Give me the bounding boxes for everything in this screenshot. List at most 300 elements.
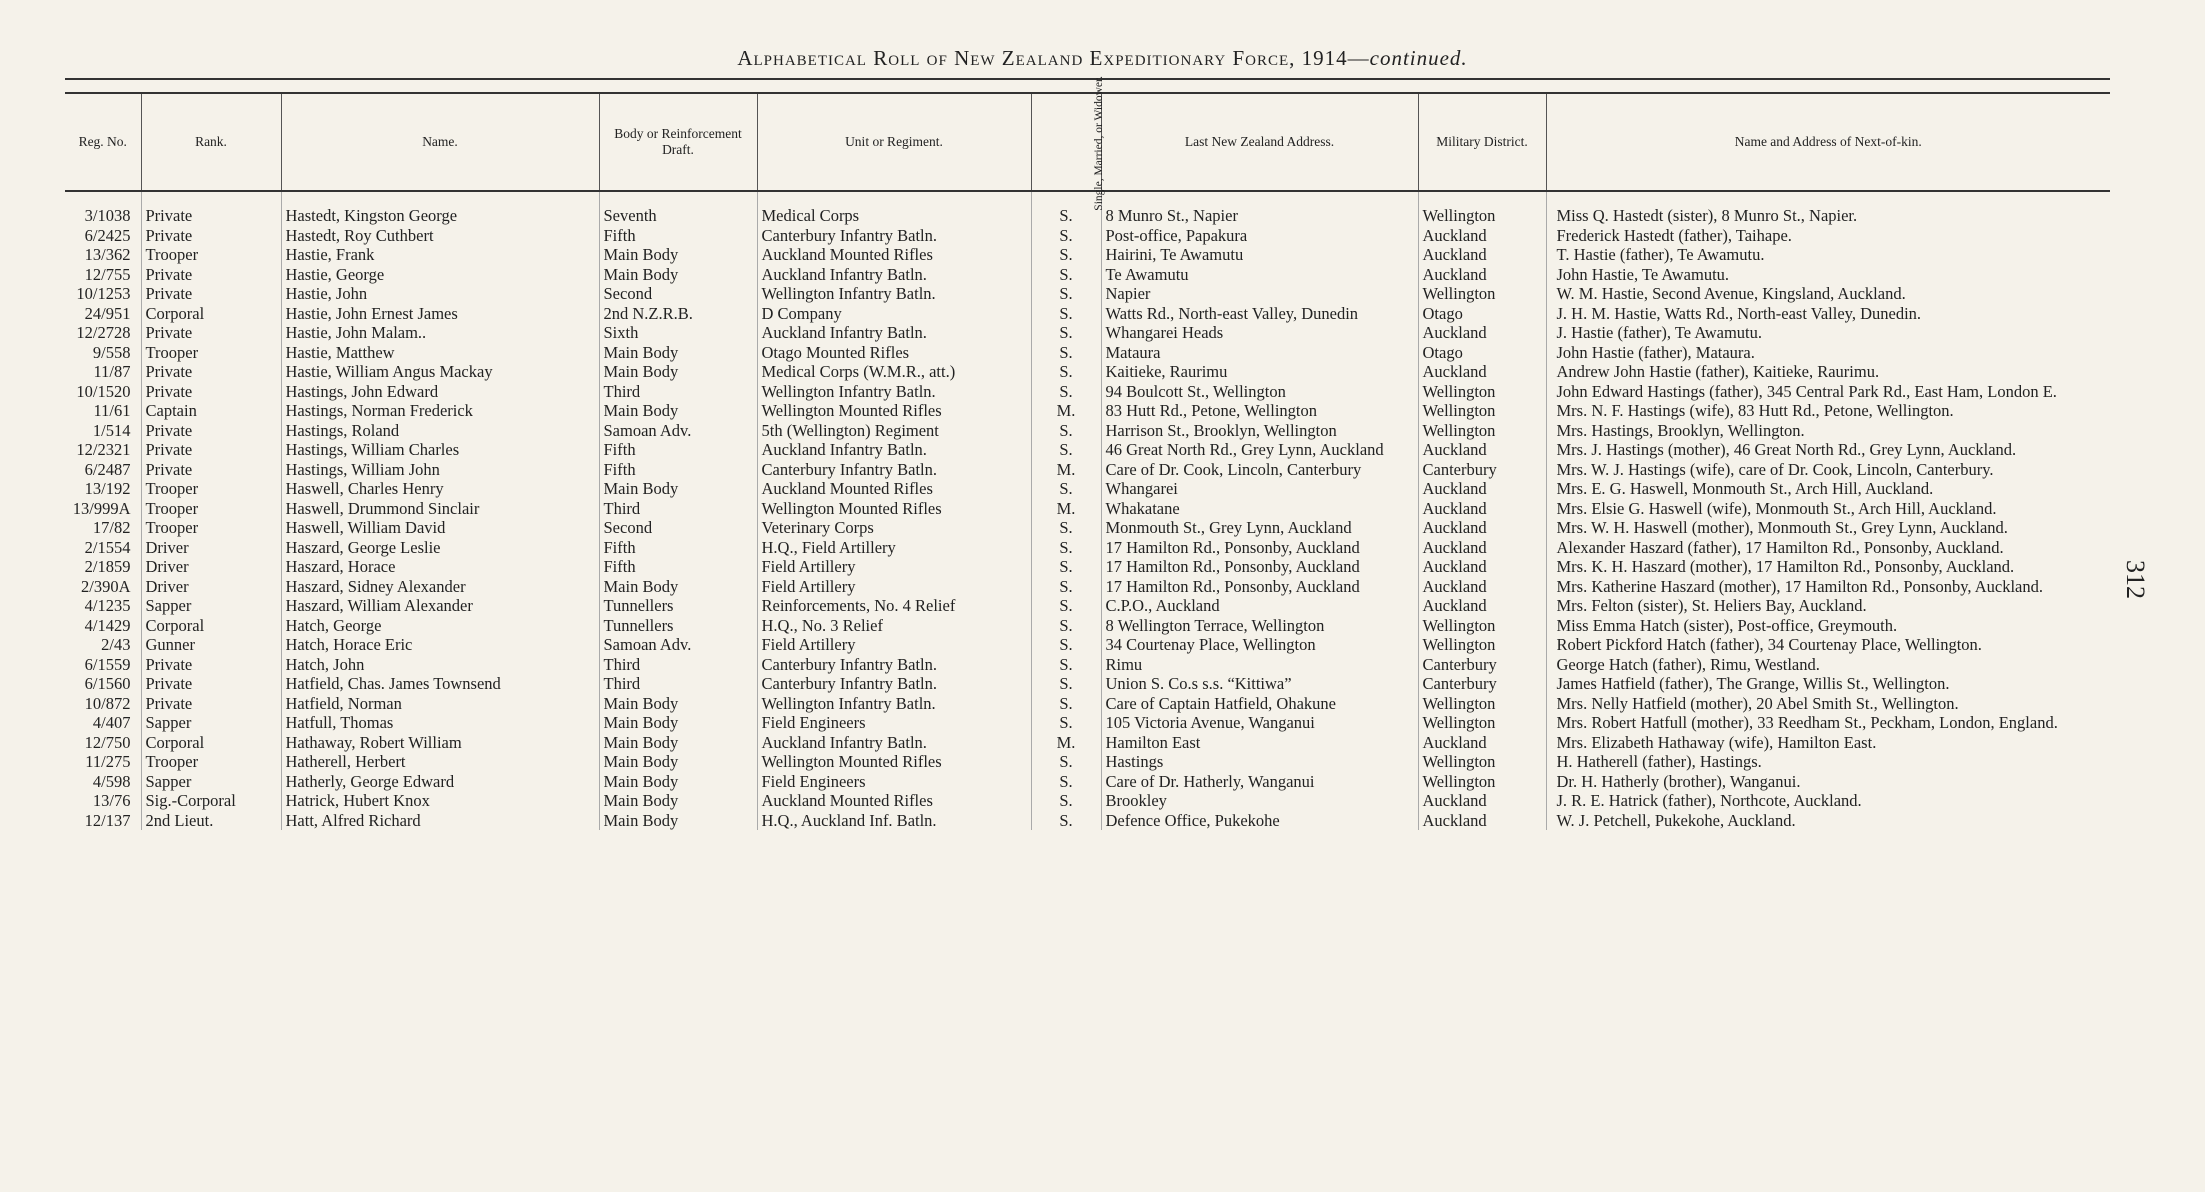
reg-no-cell: 11/275 [85, 752, 131, 771]
rank-cell: Sapper [141, 713, 281, 733]
name-cell: Haswell, William David [281, 518, 599, 538]
name-cell: Hathaway, Robert William [281, 733, 599, 753]
body-cell: Main Body [599, 772, 757, 792]
body-cell: Sixth [599, 323, 757, 343]
reg-no-cell: 4/407 [92, 713, 131, 732]
name-cell: Hastedt, Roy Cuthbert [281, 226, 599, 246]
address-cell: Kaitieke, Raurimu [1101, 362, 1418, 382]
marital-cell: S. [1031, 752, 1101, 772]
address-cell: 105 Victoria Avenue, Wanganui [1101, 713, 1418, 733]
body-cell: Third [599, 655, 757, 675]
reg-no-cell: 2/1554 [84, 537, 131, 557]
table-row [65, 596, 2110, 616]
name-cell: Hastie, William Angus Mackay [281, 362, 599, 382]
body-cell: Fifth [599, 460, 757, 480]
body-cell: Fifth [599, 538, 757, 558]
name-cell: Hatch, John [281, 655, 599, 675]
unit-cell: 5th (Wellington) Regiment [757, 421, 1031, 441]
rank-cell: Private [141, 382, 281, 402]
district-cell: Auckland [1418, 245, 1546, 265]
district-cell: Auckland [1418, 440, 1546, 460]
rank-cell: Private [141, 694, 281, 714]
table-row [65, 323, 2110, 343]
district-cell: Wellington [1418, 284, 1546, 304]
district-cell: Auckland [1418, 518, 1546, 538]
kin-cell: Mrs. Nelly Hatfield (mother), 20 Abel Smith St., Wellington. [1546, 694, 2110, 714]
roll-body [65, 191, 2110, 830]
table-row [65, 382, 2110, 402]
body-cell: Second [599, 518, 757, 538]
rank-cell: Trooper [141, 343, 281, 363]
marital-cell: S. [1031, 635, 1101, 655]
body-cell: Main Body [599, 752, 757, 772]
reg-no-cell: 6/1560 [84, 674, 131, 693]
reg-no-cell: 13/192 [84, 479, 131, 498]
district-cell: Otago [1418, 343, 1546, 363]
table-row [65, 245, 2110, 265]
rank-cell: Private [141, 460, 281, 480]
district-cell: Auckland [1418, 577, 1546, 597]
rank-cell: Captain [141, 401, 281, 421]
name-cell: Hastings, John Edward [281, 382, 599, 402]
kin-cell: Frederick Hastedt (father), Taihape. [1546, 226, 2110, 246]
rank-cell: Private [141, 440, 281, 460]
district-cell: Wellington [1418, 635, 1546, 655]
kin-cell: Dr. H. Hatherly (brother), Wanganui. [1546, 772, 2110, 792]
body-cell: Tunnellers [599, 596, 757, 616]
rank-cell: Driver [141, 557, 281, 577]
address-cell: Napier [1101, 284, 1418, 304]
marital-cell: S. [1031, 694, 1101, 714]
marital-cell: S. [1031, 538, 1101, 558]
rank-cell: Private [141, 265, 281, 285]
kin-cell: W. J. Petchell, Pukekohe, Auckland. [1546, 811, 2110, 831]
header-rank: Rank. [141, 93, 281, 191]
district-cell: Auckland [1418, 226, 1546, 246]
reg-no-cell: 10/872 [84, 693, 131, 713]
district-cell: Auckland [1418, 538, 1546, 558]
unit-cell: H.Q., Field Artillery [757, 538, 1031, 558]
marital-cell: S. [1031, 557, 1101, 577]
name-cell: Hatherly, George Edward [281, 772, 599, 792]
reg-no-cell: 4/1235 [84, 596, 131, 615]
kin-cell: Mrs. Elsie G. Haswell (wife), Monmouth St., Arch Hill, Auckland. [1546, 499, 2110, 519]
unit-cell: Canterbury Infantry Batln. [757, 226, 1031, 246]
address-cell: Union S. Co.s s.s. “Kittiwa” [1101, 674, 1418, 694]
reg-no-cell: 24/951 [84, 303, 131, 323]
table-row [65, 518, 2110, 538]
header-unit: Unit or Regiment. [757, 93, 1031, 191]
table-row [65, 362, 2110, 382]
reg-no-cell: 2/1859 [84, 557, 131, 576]
address-cell: Monmouth St., Grey Lynn, Auckland [1101, 518, 1418, 538]
kin-cell: Mrs. E. G. Haswell, Monmouth St., Arch Hill, Auckland. [1546, 479, 2110, 499]
reg-no-cell: 6/2425 [84, 225, 131, 245]
address-cell: Mataura [1101, 343, 1418, 363]
reg-no-cell: 3/1038 [84, 206, 131, 225]
table-row [65, 479, 2110, 499]
district-cell: Auckland [1418, 811, 1546, 831]
address-cell: 94 Boulcott St., Wellington [1101, 382, 1418, 402]
body-cell: Main Body [599, 694, 757, 714]
page-number: 312 [2121, 560, 2150, 599]
rank-cell: Trooper [141, 479, 281, 499]
name-cell: Hatherell, Herbert [281, 752, 599, 772]
rank-cell: Private [141, 674, 281, 694]
body-cell: Main Body [599, 245, 757, 265]
name-cell: Hatfull, Thomas [281, 713, 599, 733]
unit-cell: Field Artillery [757, 557, 1031, 577]
body-cell: Main Body [599, 479, 757, 499]
marital-cell: S. [1031, 191, 1101, 226]
address-cell: Care of Dr. Hatherly, Wanganui [1101, 772, 1418, 792]
name-cell: Hatfield, Chas. James Townsend [281, 674, 599, 694]
reg-no-cell: 4/1429 [84, 615, 131, 635]
kin-cell: Robert Pickford Hatch (father), 34 Courtenay Place, Wellington. [1546, 635, 2110, 655]
unit-cell: Medical Corps (W.M.R., att.) [757, 362, 1031, 382]
name-cell: Haszard, Horace [281, 557, 599, 577]
kin-cell: Alexander Haszard (father), 17 Hamilton Rd., Ponsonby, Auckland. [1546, 538, 2110, 558]
body-cell: Fifth [599, 226, 757, 246]
rank-cell: Driver [141, 538, 281, 558]
unit-cell: Auckland Mounted Rifles [757, 479, 1031, 499]
marital-cell: S. [1031, 265, 1101, 285]
name-cell: Haszard, Sidney Alexander [281, 577, 599, 597]
marital-cell: S. [1031, 577, 1101, 597]
name-cell: Haszard, George Leslie [281, 538, 599, 558]
header-reg-no: Reg. No. [65, 93, 141, 191]
address-cell: 17 Hamilton Rd., Ponsonby, Auckland [1101, 557, 1418, 577]
rank-cell: Sig.-Corporal [141, 791, 281, 811]
name-cell: Haswell, Drummond Sinclair [281, 499, 599, 519]
body-cell: Fifth [599, 440, 757, 460]
header-district: Military District. [1418, 93, 1546, 191]
kin-cell: John Hastie, Te Awamutu. [1546, 265, 2110, 285]
body-cell: Samoan Adv. [599, 635, 757, 655]
body-cell: Third [599, 499, 757, 519]
address-cell: Rimu [1101, 655, 1418, 675]
table-row [65, 655, 2110, 675]
unit-cell: Auckland Infantry Batln. [757, 440, 1031, 460]
table-row [65, 265, 2110, 285]
name-cell: Hastings, William Charles [281, 440, 599, 460]
name-cell: Hastie, John Ernest James [281, 304, 599, 324]
table-row [65, 284, 2110, 304]
kin-cell: Mrs. Elizabeth Hathaway (wife), Hamilton East. [1546, 733, 2110, 753]
table-row [65, 191, 2110, 226]
kin-cell: J. R. E. Hatrick (father), Northcote, Auckland. [1546, 791, 2110, 811]
district-cell: Wellington [1418, 752, 1546, 772]
table-row [65, 772, 2110, 792]
kin-cell: Miss Emma Hatch (sister), Post-office, Greymouth. [1546, 616, 2110, 636]
address-cell: Care of Dr. Cook, Lincoln, Canterbury [1101, 460, 1418, 480]
body-cell: Fifth [599, 557, 757, 577]
body-cell: Main Body [599, 343, 757, 363]
rank-cell: Private [141, 323, 281, 343]
marital-cell: S. [1031, 479, 1101, 499]
marital-cell: S. [1031, 362, 1101, 382]
rank-cell: Trooper [141, 499, 281, 519]
kin-cell: Mrs. J. Hastings (mother), 46 Great North Rd., Grey Lynn, Auckland. [1546, 440, 2110, 460]
kin-cell: Mrs. W. J. Hastings (wife), care of Dr. Cook, Lincoln, Canterbury. [1546, 460, 2110, 480]
unit-cell: Wellington Infantry Batln. [757, 284, 1031, 304]
kin-cell: H. Hatherell (father), Hastings. [1546, 752, 2110, 772]
name-cell: Hastie, Matthew [281, 343, 599, 363]
reg-no-cell: 4/598 [92, 771, 131, 791]
body-cell: Tunnellers [599, 616, 757, 636]
district-cell: Wellington [1418, 616, 1546, 636]
unit-cell: Medical Corps [757, 191, 1031, 226]
reg-no-cell: 17/82 [92, 518, 131, 537]
marital-cell: M. [1031, 733, 1101, 753]
roll-table [65, 76, 2110, 830]
reg-no-cell: 6/2487 [84, 459, 131, 479]
rank-cell: Trooper [141, 518, 281, 538]
address-cell: 8 Munro St., Napier [1101, 191, 1418, 226]
table-row [65, 616, 2110, 636]
name-cell: Haswell, Charles Henry [281, 479, 599, 499]
address-cell: Hairini, Te Awamutu [1101, 245, 1418, 265]
table-row [65, 226, 2110, 246]
district-cell: Wellington [1418, 713, 1546, 733]
address-cell: Brookley [1101, 791, 1418, 811]
header-name: Name. [281, 93, 599, 191]
rank-cell: Trooper [141, 752, 281, 772]
page-title [0, 46, 2205, 71]
kin-cell: Miss Q. Hastedt (sister), 8 Munro St., Napier. [1546, 191, 2110, 226]
district-cell: Canterbury [1418, 460, 1546, 480]
reg-no-cell: 12/137 [84, 810, 131, 830]
title-rule [65, 78, 2110, 80]
reg-no-cell: 12/750 [84, 732, 131, 752]
header-kin: Name and Address of Next-of-kin. [1546, 93, 2110, 191]
body-cell: Main Body [599, 811, 757, 831]
title-main: Alphabetical Roll of New Zealand Expeditionary Force, 1914— [737, 46, 1370, 70]
body-cell: Samoan Adv. [599, 421, 757, 441]
district-cell: Auckland [1418, 791, 1546, 811]
body-cell: Third [599, 382, 757, 402]
unit-cell: Reinforcements, No. 4 Relief [757, 596, 1031, 616]
district-cell: Wellington [1418, 772, 1546, 792]
address-cell: Te Awamutu [1101, 265, 1418, 285]
unit-cell: Field Artillery [757, 577, 1031, 597]
reg-no-cell: 10/1253 [76, 284, 131, 303]
kin-cell: James Hatfield (father), The Grange, Willis St., Wellington. [1546, 674, 2110, 694]
name-cell: Hastie, Frank [281, 245, 599, 265]
rank-cell: Private [141, 284, 281, 304]
district-cell: Otago [1418, 304, 1546, 324]
table-row [65, 460, 2110, 480]
header-address: Last New Zealand Address. [1101, 93, 1418, 191]
name-cell: Hastings, Norman Frederick [281, 401, 599, 421]
kin-cell: W. M. Hastie, Second Avenue, Kingsland, Auckland. [1546, 284, 2110, 304]
unit-cell: Wellington Infantry Batln. [757, 694, 1031, 714]
marital-cell: S. [1031, 304, 1101, 324]
unit-cell: Canterbury Infantry Batln. [757, 674, 1031, 694]
address-cell: C.P.O., Auckland [1101, 596, 1418, 616]
unit-cell: Field Engineers [757, 713, 1031, 733]
rank-cell: Sapper [141, 772, 281, 792]
body-cell: Main Body [599, 713, 757, 733]
marital-cell: S. [1031, 811, 1101, 831]
reg-no-cell: 12/2321 [76, 440, 131, 459]
marital-cell: M. [1031, 499, 1101, 519]
reg-no-cell: 13/362 [84, 245, 131, 264]
table-row [65, 674, 2110, 694]
header-row [65, 93, 2110, 191]
unit-cell: Wellington Infantry Batln. [757, 382, 1031, 402]
name-cell: Hatt, Alfred Richard [281, 811, 599, 831]
name-cell: Hastings, Roland [281, 421, 599, 441]
address-cell: 46 Great North Rd., Grey Lynn, Auckland [1101, 440, 1418, 460]
kin-cell: Mrs. Robert Hatfull (mother), 33 Reedham St., Peckham, London, England. [1546, 713, 2110, 733]
address-cell: 34 Courtenay Place, Wellington [1101, 635, 1418, 655]
name-cell: Hatch, Horace Eric [281, 635, 599, 655]
district-cell: Wellington [1418, 382, 1546, 402]
kin-cell: Mrs. Felton (sister), St. Heliers Bay, Auckland. [1546, 596, 2110, 616]
district-cell: Auckland [1418, 479, 1546, 499]
reg-no-cell: 13/76 [92, 791, 131, 810]
name-cell: Hastedt, Kingston George [281, 191, 599, 226]
unit-cell: Field Artillery [757, 635, 1031, 655]
unit-cell: Wellington Mounted Rifles [757, 752, 1031, 772]
address-cell: Watts Rd., North-east Valley, Dunedin [1101, 304, 1418, 324]
kin-cell: Mrs. W. H. Haswell (mother), Monmouth St., Grey Lynn, Auckland. [1546, 518, 2110, 538]
table-row [65, 577, 2110, 597]
district-cell: Auckland [1418, 265, 1546, 285]
table-row [65, 401, 2110, 421]
table-row [65, 499, 2110, 519]
unit-cell: Auckland Infantry Batln. [757, 323, 1031, 343]
reg-no-cell: 11/61 [93, 401, 131, 420]
marital-cell: S. [1031, 596, 1101, 616]
rank-cell: 2nd Lieut. [141, 811, 281, 831]
header-marital: Single, Married, or Widower. [1031, 93, 1101, 191]
reg-no-cell: 2/390A [81, 576, 131, 596]
kin-cell: Mrs. N. F. Hastings (wife), 83 Hutt Rd., Petone, Wellington. [1546, 401, 2110, 421]
unit-cell: Auckland Mounted Rifles [757, 791, 1031, 811]
rank-cell: Private [141, 362, 281, 382]
kin-cell: T. Hastie (father), Te Awamutu. [1546, 245, 2110, 265]
unit-cell: Canterbury Infantry Batln. [757, 655, 1031, 675]
reg-no-cell: 1/514 [92, 420, 131, 440]
table-row [65, 440, 2110, 460]
rank-cell: Driver [141, 577, 281, 597]
marital-cell: S. [1031, 226, 1101, 246]
kin-cell: J. H. M. Hastie, Watts Rd., North-east Valley, Dunedin. [1546, 304, 2110, 324]
address-cell: Care of Captain Hatfield, Ohakune [1101, 694, 1418, 714]
rank-cell: Private [141, 226, 281, 246]
kin-cell: Mrs. Katherine Haszard (mother), 17 Hamilton Rd., Ponsonby, Auckland. [1546, 577, 2110, 597]
name-cell: Hatfield, Norman [281, 694, 599, 714]
kin-cell: John Edward Hastings (father), 345 Central Park Rd., East Ham, London E. [1546, 382, 2110, 402]
address-cell: Harrison St., Brooklyn, Wellington [1101, 421, 1418, 441]
body-cell: 2nd N.Z.R.B. [599, 304, 757, 324]
marital-cell: S. [1031, 382, 1101, 402]
body-cell: Main Body [599, 733, 757, 753]
table-row [65, 811, 2110, 831]
table-row [65, 557, 2110, 577]
district-cell: Auckland [1418, 499, 1546, 519]
kin-cell: John Hastie (father), Mataura. [1546, 343, 2110, 363]
marital-cell: S. [1031, 791, 1101, 811]
unit-cell: Auckland Infantry Batln. [757, 265, 1031, 285]
district-cell: Wellington [1418, 191, 1546, 226]
table-row [65, 538, 2110, 558]
name-cell: Hastings, William John [281, 460, 599, 480]
body-cell: Main Body [599, 791, 757, 811]
reg-no-cell: 6/1559 [84, 654, 131, 674]
unit-cell: H.Q., No. 3 Relief [757, 616, 1031, 636]
address-cell: Defence Office, Pukekohe [1101, 811, 1418, 831]
kin-cell: Mrs. Hastings, Brooklyn, Wellington. [1546, 421, 2110, 441]
table-row [65, 694, 2110, 714]
marital-cell: S. [1031, 284, 1101, 304]
marital-cell: S. [1031, 245, 1101, 265]
unit-cell: D Company [757, 304, 1031, 324]
unit-cell: H.Q., Auckland Inf. Batln. [757, 811, 1031, 831]
name-cell: Hastie, John Malam.. [281, 323, 599, 343]
marital-cell: S. [1031, 655, 1101, 675]
marital-cell: M. [1031, 460, 1101, 480]
address-cell: 17 Hamilton Rd., Ponsonby, Auckland [1101, 577, 1418, 597]
reg-no-cell: 9/558 [92, 342, 131, 362]
rank-cell: Corporal [141, 304, 281, 324]
address-cell: Whangarei [1101, 479, 1418, 499]
marital-cell: S. [1031, 772, 1101, 792]
table-row [65, 713, 2110, 733]
marital-cell: S. [1031, 518, 1101, 538]
marital-cell: S. [1031, 674, 1101, 694]
table-row [65, 421, 2110, 441]
reg-no-cell: 2/43 [101, 635, 131, 654]
marital-cell: S. [1031, 343, 1101, 363]
table-row [65, 343, 2110, 363]
name-cell: Hastie, George [281, 265, 599, 285]
reg-no-cell: 10/1520 [76, 381, 131, 401]
unit-cell: Veterinary Corps [757, 518, 1031, 538]
district-cell: Wellington [1418, 421, 1546, 441]
rank-cell: Private [141, 421, 281, 441]
reg-no-cell: 12/755 [84, 264, 131, 284]
district-cell: Auckland [1418, 557, 1546, 577]
table-row [65, 791, 2110, 811]
kin-cell: Mrs. K. H. Haszard (mother), 17 Hamilton Rd., Ponsonby, Auckland. [1546, 557, 2110, 577]
marital-cell: M. [1031, 401, 1101, 421]
rank-cell: Corporal [141, 616, 281, 636]
rank-cell: Private [141, 655, 281, 675]
address-cell: Post-office, Papakura [1101, 226, 1418, 246]
marital-cell: S. [1031, 421, 1101, 441]
unit-cell: Otago Mounted Rifles [757, 343, 1031, 363]
body-cell: Seventh [599, 191, 757, 226]
rank-cell: Gunner [141, 635, 281, 655]
marital-cell: S. [1031, 713, 1101, 733]
address-cell: Hamilton East [1101, 733, 1418, 753]
district-cell: Wellington [1418, 694, 1546, 714]
rank-cell: Private [141, 191, 281, 226]
body-cell: Third [599, 674, 757, 694]
unit-cell: Wellington Mounted Rifles [757, 499, 1031, 519]
unit-cell: Auckland Mounted Rifles [757, 245, 1031, 265]
marital-cell: S. [1031, 616, 1101, 636]
body-cell: Main Body [599, 362, 757, 382]
body-cell: Main Body [599, 265, 757, 285]
unit-cell: Wellington Mounted Rifles [757, 401, 1031, 421]
unit-cell: Auckland Infantry Batln. [757, 733, 1031, 753]
table-row [65, 304, 2110, 324]
header-body: Body or Reinforcement Draft. [599, 93, 757, 191]
